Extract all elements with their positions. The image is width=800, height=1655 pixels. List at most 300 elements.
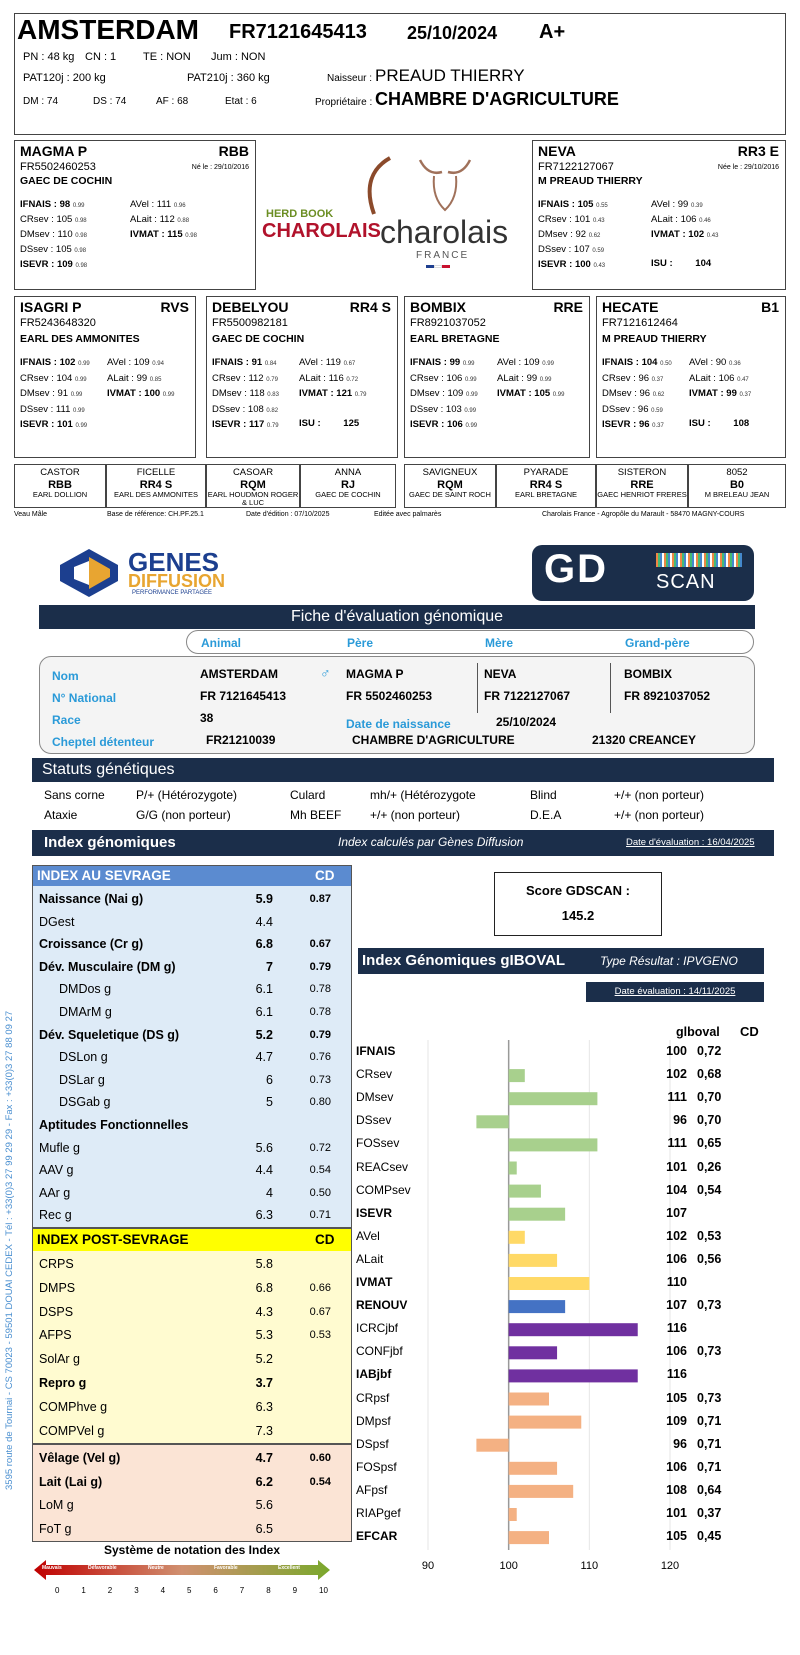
chart-row-value: 116 <box>666 1321 687 1336</box>
chart-row-cd: 0,71 <box>697 1413 722 1428</box>
chart-row-label: CRsev <box>356 1067 393 1082</box>
scale-number: 1 <box>81 1586 86 1595</box>
chart-row-label: DMpsf <box>356 1413 391 1428</box>
chart-row-value: 111 <box>667 1090 687 1105</box>
index-label: DMArM g <box>59 1005 112 1019</box>
ggp-breeder: M BRELEAU JEAN <box>704 490 770 499</box>
chart-row-value: 101 <box>666 1506 687 1520</box>
etat-value: Etat : 6 <box>225 96 257 107</box>
index-value: 6.1 <box>255 1005 273 1019</box>
chart-row-cd: 0,45 <box>697 1529 722 1544</box>
ggp-code: RJ <box>340 479 356 491</box>
national-label: N° National <box>52 691 117 705</box>
race-label: Race <box>52 713 81 727</box>
index-label: Dév. Musculaire (DM g) <box>39 959 176 974</box>
index-label: LoM g <box>39 1498 74 1512</box>
status-value: P/+ (Hétérozygote) <box>136 788 238 802</box>
index-value: 5.8 <box>255 1257 273 1271</box>
scale-number: 4 <box>160 1586 166 1595</box>
chart-row-label: CRpsf <box>356 1390 390 1405</box>
index-label: Dév. Squeletique (DS g) <box>39 1027 180 1042</box>
iboval-date: Date évaluation : 14/11/2025 <box>586 982 764 1002</box>
chart-bar <box>509 1231 525 1244</box>
chart-row-label: RIAPgef <box>356 1506 401 1520</box>
gp-index-right: AVel : 109 0.94 ALait : 99 0.85 IVMAT : 100 0.99 <box>107 357 175 399</box>
gp-name: DEBELYOU <box>212 299 289 315</box>
gp-national: FR7121612464 <box>602 317 678 329</box>
iboval-title: Index Génomiques gIBOVAL <box>362 952 566 969</box>
chart-row-value: 96 <box>673 1113 687 1128</box>
animal-grade: A+ <box>539 21 566 43</box>
chart-row-label: FOSsev <box>356 1136 400 1151</box>
chart-row-value: 104 <box>666 1182 687 1197</box>
ggp-code: B0 <box>729 479 745 491</box>
chart-row-value: 105 <box>666 1529 687 1544</box>
index-cd: 0.78 <box>309 983 331 996</box>
index-label: DSLon g <box>59 1050 108 1065</box>
performance-text: PERFORMANCE PARTAGÉE <box>132 590 213 596</box>
dam-name: NEVA <box>538 143 576 159</box>
ggp-name: SISTERON <box>617 467 667 478</box>
chart-row-value: 116 <box>666 1367 687 1382</box>
charolais-caps-text: CHAROLAIS <box>262 220 381 242</box>
index-value: 7 <box>266 959 273 974</box>
gp-name: ISAGRI P <box>20 299 82 315</box>
ggp-name: SAVIGNEUX <box>422 467 478 478</box>
index-cd: 0.54 <box>309 1164 331 1177</box>
index-label: AAV g <box>39 1163 74 1178</box>
gp-breeder: M PREAUD THIERRY <box>602 333 707 345</box>
post-sevrage-title: INDEX POST-SEVRAGE <box>37 1232 189 1247</box>
status-label: D.E.A <box>530 808 562 822</box>
eval-date: Date d'évaluation : 16/04/2025 <box>626 837 755 848</box>
chart-row-label: FOSpsf <box>356 1459 397 1474</box>
gp-code: RVS <box>160 299 189 315</box>
index-value: 4.4 <box>255 1163 273 1178</box>
statuts-bar: Statuts génétiques <box>32 758 774 782</box>
sire-box: MAGMA P RBB FR5502460253 Né le : 29/10/2016 GAEC DE COCHIN IFNAIS : 98 0.99 CRsev : 105 0.98 DMsev : 110 0.98 DSsev : 105 0.98 ISEVR : 109 0.98 AVel : 111 0.96 ALait : 112 0.88 IVMAT : 115 0.98 <box>14 140 256 290</box>
ggp-breeder: EARL HOUDMON ROGER & LUC <box>207 490 299 507</box>
chart-row-label: REACsev <box>356 1159 409 1174</box>
status-value: +/+ (non porteur) <box>614 788 705 802</box>
index-label: DSGab g <box>59 1095 111 1110</box>
chart-bar <box>509 1092 598 1105</box>
chart-row-cd: 0,73 <box>697 1298 722 1313</box>
index-label: COMPhve g <box>39 1399 108 1414</box>
index-label: DMPS <box>39 1280 76 1295</box>
naisseur-label: Naisseur : <box>327 73 373 84</box>
chart-row-value: 106 <box>666 1344 687 1359</box>
chart-row-cd: 0,68 <box>697 1067 722 1082</box>
chart-row-cd: 0,65 <box>697 1136 722 1151</box>
chart-bar <box>509 1208 565 1221</box>
chart-bar <box>509 1069 525 1082</box>
index-value: 6.2 <box>255 1474 273 1489</box>
pere-national: FR 5502460253 <box>346 689 433 703</box>
score-value: 145.2 <box>561 908 595 923</box>
ggp-code: RR4 S <box>529 479 563 491</box>
mere-national: FR 7122127067 <box>484 689 571 703</box>
col-mere: Mère <box>485 636 514 650</box>
index-cd: 0.50 <box>309 1186 331 1199</box>
chart-x-tick: 100 <box>499 1560 518 1572</box>
dm-value: DM : 74 <box>23 96 59 107</box>
index-value: 5.2 <box>255 1352 273 1367</box>
index-label: DSLar g <box>59 1072 105 1087</box>
gp-name: BOMBIX <box>410 299 466 315</box>
chart-row-label: ALait <box>356 1251 384 1266</box>
scale-number: 3 <box>134 1586 139 1595</box>
status-value: +/+ (non porteur) <box>614 808 705 822</box>
index-label: Repro g <box>39 1376 87 1390</box>
gp-index-right: AVel : 119 0.67 ALait : 116 0.72 IVMAT : 121 0.79 ISU : 125 <box>299 357 367 429</box>
animal-birth-date: 25/10/2024 <box>407 23 498 43</box>
index-value: 4.7 <box>255 1451 273 1465</box>
chart-bar <box>509 1508 517 1521</box>
chart-row-cd: 0,73 <box>697 1390 722 1405</box>
chart-bar <box>509 1323 638 1336</box>
ggp-breeder: EARL DES AMMONITES <box>114 490 198 499</box>
chart-bar <box>509 1162 517 1175</box>
index-value: 6.8 <box>255 1280 273 1295</box>
male-icon: ♂ <box>320 665 331 681</box>
notation-title: Système de notation des Index <box>103 1543 281 1557</box>
chart-row-label: AVel <box>356 1228 380 1243</box>
ds-value: DS : 74 <box>93 96 127 107</box>
chart-bar <box>509 1485 574 1498</box>
gp-code: B1 <box>761 299 779 315</box>
chart-bar <box>509 1346 557 1359</box>
chart-row-cd: 0,26 <box>697 1159 722 1174</box>
animal-name: AMSTERDAM <box>17 14 199 45</box>
chart-bar <box>509 1277 590 1290</box>
chart-row-value: 102 <box>666 1228 687 1243</box>
index-value: 7.3 <box>255 1423 273 1438</box>
index-value: 4.3 <box>255 1304 273 1319</box>
index-value: 6.3 <box>255 1208 273 1223</box>
index-label: COMPVel g <box>39 1423 105 1438</box>
col-animal: Animal <box>201 636 242 650</box>
chart-row-cd: 0,73 <box>697 1344 722 1359</box>
index-value: 4.4 <box>255 914 273 929</box>
cheptel-value: FR21210039 <box>206 733 276 747</box>
ggp-breeder: GAEC HENRIOT FRERES <box>597 490 687 499</box>
gp-index-left: IFNAIS : 102 0.99 CRsev : 104 0.99 DMsev : 91 0.99 DSsev : 111 0.99 ISEVR : 101 0.99 <box>20 357 90 430</box>
chart-row-value: 101 <box>666 1159 687 1174</box>
scale-number: 6 <box>213 1586 218 1595</box>
chart-row-label: ISEVR <box>356 1205 393 1220</box>
index-label: CRPS <box>39 1257 74 1271</box>
national-value: FR 7121645413 <box>200 689 287 703</box>
chart-row-value: 107 <box>666 1298 687 1313</box>
chart-bar <box>509 1254 557 1267</box>
chart-row-cd: 0,54 <box>697 1182 722 1197</box>
scale-label: Neutre <box>148 1565 164 1571</box>
index-cd: 0.73 <box>309 1073 331 1086</box>
index-cd: 0.54 <box>309 1475 331 1488</box>
index-value: 5 <box>266 1095 273 1110</box>
te-value: TE : NON <box>143 51 191 63</box>
index-cd: 0.67 <box>309 938 331 951</box>
herd-book-text: HERD BOOK <box>266 208 334 220</box>
cheptel-label: Cheptel détenteur <box>52 735 155 749</box>
chart-row-label: DMsev <box>356 1090 394 1105</box>
chart-bar <box>509 1138 598 1151</box>
ggp-breeder: GAEC DE SAINT ROCH <box>409 490 491 499</box>
index-value: 4.7 <box>255 1050 273 1065</box>
status-label: Blind <box>530 788 557 802</box>
index-value: 6.8 <box>255 937 273 952</box>
scale-label: Favorable <box>214 1565 238 1571</box>
index-label: Vêlage (Vel g) <box>39 1451 121 1465</box>
gp-index-left: IFNAIS : 91 0.84 CRsev : 112 0.79 DMsev : 118 0.83 DSsev : 108 0.82 ISEVR : 117 0.79 <box>212 357 279 430</box>
chart-row-cd: 0,53 <box>697 1228 722 1243</box>
chart-row-value: 107 <box>666 1205 687 1220</box>
gp-national: FR5500982181 <box>212 317 288 329</box>
france-text: FRANCE <box>416 250 470 261</box>
scale-number: 2 <box>107 1586 113 1595</box>
scale-number: 7 <box>239 1586 245 1595</box>
index-genomiques-title: Index génomiques <box>44 834 176 851</box>
chart-x-tick: 90 <box>421 1560 435 1572</box>
dam-code: RR3 E <box>737 143 779 159</box>
status-label: Ataxie <box>44 808 78 822</box>
status-value: +/+ (non porteur) <box>370 808 461 822</box>
genes-text: GENES <box>128 547 220 577</box>
sevrage-title: INDEX AU SEVRAGE <box>37 868 171 883</box>
index-value: 6.5 <box>255 1521 273 1536</box>
status-label: Sans corne <box>44 788 105 802</box>
gp-breeder: EARL BRETAGNE <box>410 333 500 345</box>
index-label: FoT g <box>39 1521 72 1536</box>
chart-bar <box>476 1115 508 1128</box>
status-value: mh/+ (Hétérozygote <box>370 788 476 802</box>
index-calc-text: Index calculés par Gènes Diffusion <box>338 835 524 849</box>
vertical-address: 3595 route de Tournai - CS 70023 - 59501 DOUAI CEDEX - Tél : +33(0)3 27 99 29 29 - Fax : +33(0)3 27 88 09 27 <box>4 1010 15 1490</box>
mere-value: NEVA <box>484 667 517 681</box>
sire-national: FR5502460253 <box>20 161 96 173</box>
chart-row-value: 96 <box>673 1436 687 1451</box>
dam-breeder: M PREAUD THIERRY <box>538 175 643 187</box>
diffusion-text: DIFFUSION <box>128 571 225 591</box>
chart-row-value: 110 <box>666 1275 687 1289</box>
chart-row-value: 100 <box>666 1044 687 1058</box>
gp-code: RR4 S <box>349 299 391 315</box>
chart-row-value: 108 <box>666 1482 687 1497</box>
index-value: 6.3 <box>255 1399 273 1414</box>
index-cd: 0.87 <box>309 893 331 905</box>
scale-number: 8 <box>266 1586 271 1595</box>
index-cd: 0.76 <box>309 1051 331 1064</box>
index-value: 5.2 <box>255 1027 273 1042</box>
scale-number: 10 <box>319 1586 328 1595</box>
index-value: 5.9 <box>255 892 273 906</box>
index-cd: 0.79 <box>309 1028 331 1041</box>
chart-row-cd: 0,70 <box>697 1113 722 1128</box>
veau-text: Veau Mâle <box>14 511 48 518</box>
chart-row-label: AFpsf <box>356 1482 388 1497</box>
chart-row-label: DSsev <box>356 1113 392 1128</box>
chart-row-label: CONFjbf <box>356 1344 403 1359</box>
status-value: G/G (non porteur) <box>136 808 231 822</box>
ggp-name: ANNA <box>334 467 362 478</box>
palmares-text: Editée avec palmarès <box>374 511 442 518</box>
gp-index-left: IFNAIS : 99 0.99 CRsev : 106 0.99 DMsev : 109 0.99 DSsev : 103 0.99 ISEVR : 106 0.99 <box>410 357 478 430</box>
post-sevrage-cd-header: CD <box>315 1232 335 1247</box>
index-label: Rec g <box>39 1208 72 1223</box>
chart-x-tick: 110 <box>580 1560 599 1572</box>
scale-label: Excellent <box>278 1565 300 1571</box>
ggp-name: FICELLE <box>136 467 176 478</box>
ggp-name: CASOAR <box>232 467 274 478</box>
chart-row-label: IABjbf <box>356 1367 392 1382</box>
chart-row-value: 109 <box>666 1413 687 1428</box>
ggp-name: 8052 <box>726 467 748 478</box>
index-label: Naissance (Nai g) <box>39 892 144 906</box>
index-value: 5.3 <box>255 1328 273 1343</box>
status-label: Culard <box>290 788 326 802</box>
chart-row-cd: 0,70 <box>697 1090 722 1105</box>
chart-row-cd: 0,64 <box>697 1482 722 1497</box>
chart-row-label: IFNAIS <box>356 1044 396 1058</box>
jum-value: Jum : NON <box>211 51 266 63</box>
index-label: Aptitudes Fonctionnelles <box>39 1118 189 1132</box>
ggp-code: RQM <box>437 479 463 491</box>
gp-breeder: EARL DES AMMONITES <box>20 333 140 345</box>
pat120-value: PAT120j : 200 kg <box>23 72 106 84</box>
ggp-breeder: EARL DOLLION <box>32 490 88 499</box>
chart-row-cd: 0,71 <box>697 1459 722 1474</box>
chart-row-label: EFCAR <box>356 1529 398 1544</box>
index-cd: 0.67 <box>309 1305 331 1318</box>
chart-bar <box>509 1416 582 1429</box>
animal-national-number: FR7121645413 <box>229 21 367 43</box>
chart-bar <box>509 1462 557 1475</box>
index-value: 4 <box>266 1185 273 1200</box>
cn-value: CN : 1 <box>85 51 117 63</box>
chart-x-tick: 120 <box>660 1560 680 1572</box>
dob-value: 25/10/2024 <box>496 715 557 729</box>
proprietaire-name: CHAMBRE D'AGRICULTURE <box>375 89 619 109</box>
chart-bar <box>509 1393 549 1406</box>
sevrage-cd-header: CD <box>315 868 335 883</box>
ggp-code: RBB <box>48 479 72 491</box>
chart-bar <box>509 1300 565 1313</box>
scale-number: 0 <box>55 1586 60 1595</box>
sire-breeder: GAEC DE COCHIN <box>20 175 113 187</box>
gp-index-right: AVel : 90 0.36 ALait : 106 0.47 IVMAT : 99 0.37 ISU : 108 <box>689 357 752 429</box>
index-value: 6.1 <box>255 982 273 997</box>
chart-row-value: 105 <box>666 1390 687 1405</box>
chart-row-value: 102 <box>666 1067 687 1082</box>
index-cd: 0.60 <box>309 1452 331 1464</box>
score-label: Score GDSCAN : <box>525 883 631 898</box>
charolais-text: charolais <box>380 214 509 250</box>
type-result: Type Résultat : IPVGENO <box>600 954 738 968</box>
index-label: Croissance (Cr g) <box>39 937 144 952</box>
chart-bar <box>476 1439 508 1452</box>
index-value: 3.7 <box>255 1376 273 1390</box>
dam-born: Née le : 29/10/2016 <box>717 164 779 171</box>
index-cd: 0.72 <box>309 1141 331 1154</box>
ggp-code: RRE <box>630 479 654 491</box>
chart-row-cd: 0,72 <box>697 1044 722 1058</box>
chart-row-cd: 0,56 <box>697 1251 722 1266</box>
index-label: DSPS <box>39 1304 74 1319</box>
chart-row-cd: 0,71 <box>697 1436 722 1451</box>
af-value: AF : 68 <box>156 96 189 107</box>
gp-national: FR8921037052 <box>410 317 486 329</box>
ggp-code: RQM <box>240 479 266 491</box>
chart-row-label: RENOUV <box>356 1298 408 1313</box>
index-cd: 0.78 <box>309 1006 331 1018</box>
index-cd: 0.71 <box>309 1209 331 1222</box>
ggp-code: RR4 S <box>139 479 173 491</box>
pat210-value: PAT210j : 360 kg <box>187 72 270 84</box>
index-label: AFPS <box>39 1328 72 1343</box>
index-value: 5.6 <box>255 1140 273 1155</box>
index-label: Lait (Lai g) <box>39 1474 103 1489</box>
gdscan-gd-text: GD <box>544 547 608 591</box>
glboval-header: glboval <box>676 1025 720 1039</box>
proprietaire-label: Propriétaire : <box>315 97 373 108</box>
gp-name: HECATE <box>602 299 659 315</box>
cheptel-name: CHAMBRE D'AGRICULTURE <box>352 733 515 747</box>
chart-row-label: COMPsev <box>356 1182 411 1197</box>
scale-label: Défavorable <box>88 1565 117 1571</box>
index-cd: 0.80 <box>309 1096 331 1109</box>
chart-row-cd: 0,37 <box>697 1506 722 1520</box>
sire-code: RBB <box>218 143 249 159</box>
dob-label: Date de naissance <box>346 717 451 731</box>
chart-row-value: 106 <box>666 1251 687 1266</box>
grand-pere-national: FR 8921037052 <box>624 689 711 703</box>
chart-row-label: IVMAT <box>356 1275 393 1289</box>
pn-value: PN : 48 kg <box>23 51 75 63</box>
charolais-address: Charolais France - Agropôle du Marault - 58470 MAGNY-COURS <box>542 511 745 518</box>
ggp-breeder: EARL BRETAGNE <box>514 490 578 499</box>
cd-header: CD <box>740 1024 759 1039</box>
ggp-name: PYARADE <box>523 467 569 478</box>
col-pere: Père <box>347 636 374 650</box>
col-grand-pere: Grand-père <box>625 636 690 650</box>
ggp-name: CASTOR <box>40 467 80 478</box>
chart-row-value: 111 <box>667 1136 687 1151</box>
sire-born: Né le : 29/10/2016 <box>191 164 249 171</box>
grand-pere-value: BOMBIX <box>624 667 672 681</box>
index-label: Mufle g <box>39 1140 80 1155</box>
index-cd: 0.66 <box>309 1281 331 1294</box>
sire-name: MAGMA P <box>20 143 88 159</box>
scale-label: Mauvais <box>42 1565 62 1571</box>
dam-box: NEVA RR3 E FR7122127067 Née le : 29/10/2016 M PREAUD THIERRY IFNAIS : 105 0.55 CRsev : 101 0.43 DMsev : 92 0.62 DSsev : 107 0.59 ISEVR : 100 0.43 AVel : 99 0.39 ALait : 106 0.46 IVMAT : 102 0.43 ISU : 104 <box>532 140 786 290</box>
index-value: 6 <box>266 1072 273 1087</box>
chart-bar <box>509 1185 541 1198</box>
cheptel-city: 21320 CREANCEY <box>592 733 697 747</box>
scale-number: 9 <box>292 1586 298 1595</box>
dam-national: FR7122127067 <box>538 161 614 173</box>
nom-value: AMSTERDAM <box>200 667 278 681</box>
index-label: DMDos g <box>59 982 112 997</box>
gp-national: FR5243648320 <box>20 317 96 329</box>
chart-row-label: ICRCjbf <box>356 1321 399 1336</box>
scale-number: 5 <box>187 1586 192 1595</box>
gp-index-right: AVel : 109 0.99 ALait : 99 0.99 IVMAT : 105 0.99 <box>497 357 565 399</box>
chart-bar <box>509 1369 638 1382</box>
index-label: DGest <box>39 914 75 929</box>
gdscan-scan-text: SCAN <box>656 571 716 593</box>
base-reference: Base de référence: CH.PF.25.1 <box>107 511 204 518</box>
